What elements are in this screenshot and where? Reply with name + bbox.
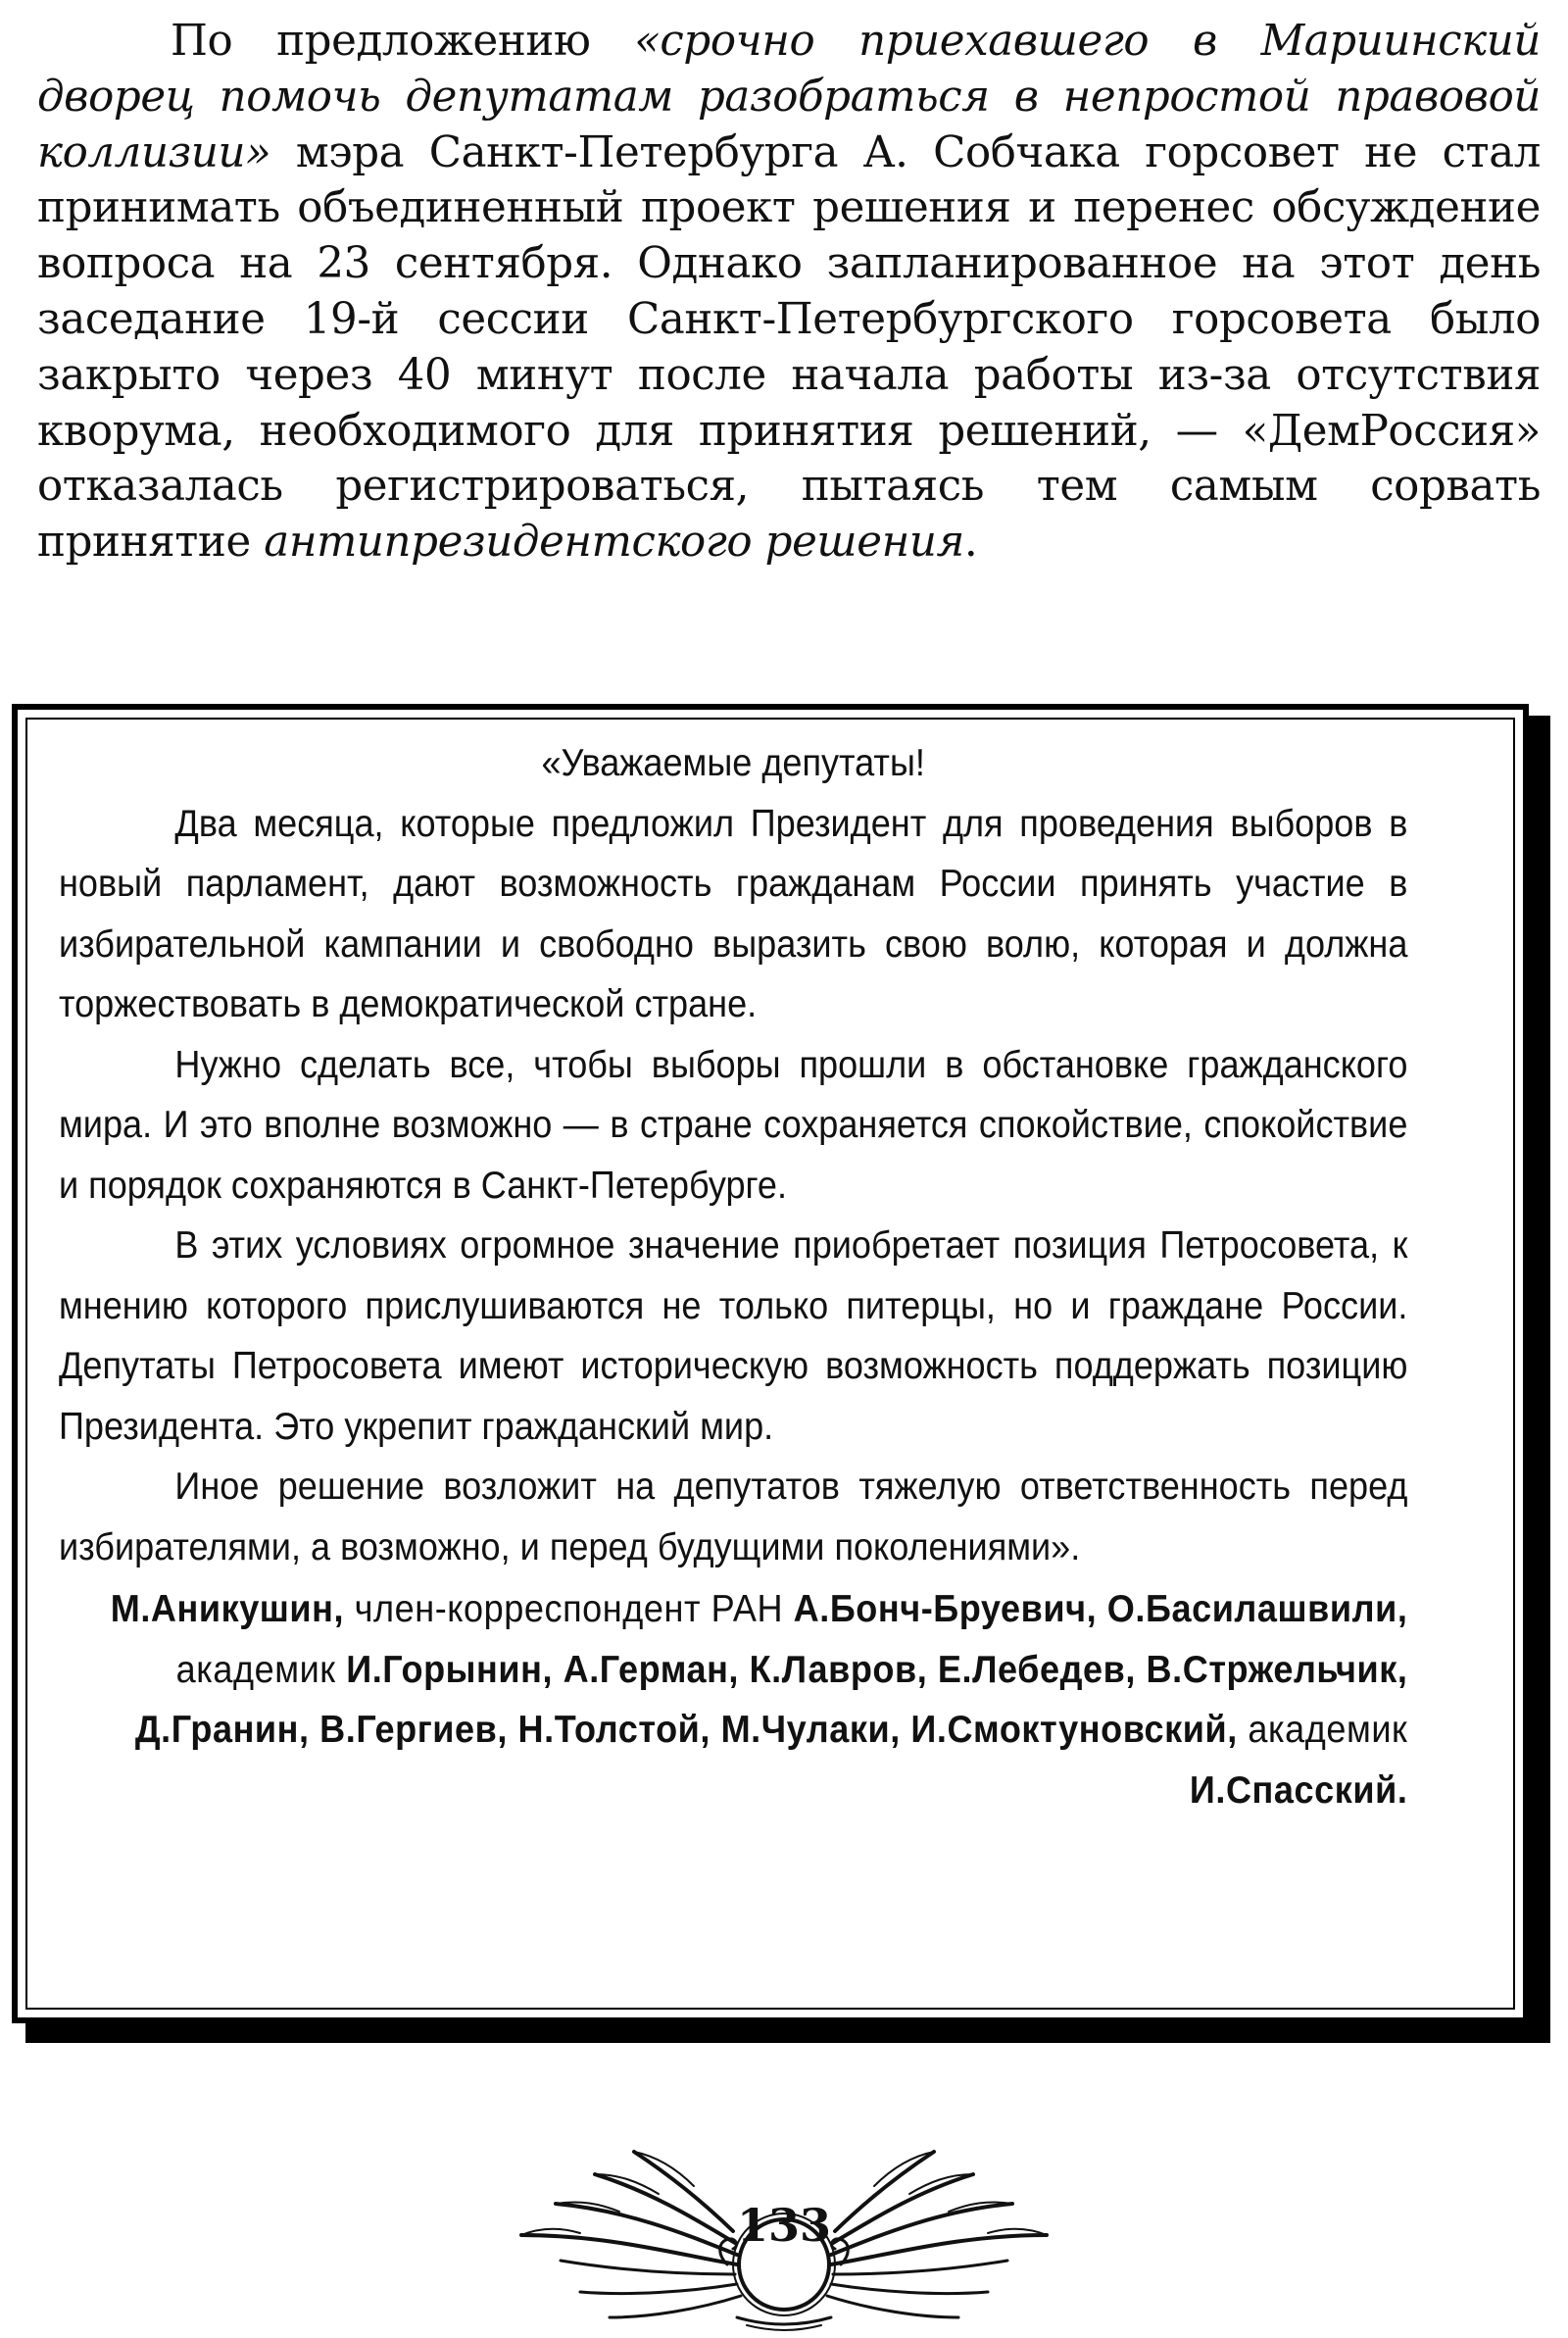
appeal-paragraph-1: Два месяца, которые предложил Президент для проведения выборов в новый парламент, дают возможность гражданам России принять участие в избирательной кампании и свободно выразить свою волю, которая и должна торжествовать в демократической стране. <box>59 802 1408 1025</box>
narrative-end: . <box>963 518 978 568</box>
page-number: 133 <box>736 2199 832 2252</box>
narrative-paragraph <box>37 14 1541 571</box>
signatory-role: академик <box>175 1648 347 1691</box>
appeal-signatories <box>59 1579 1407 1820</box>
narrative-quote: «срочно приехавшего в Мариинский дворец помочь депутатам разобраться в непростой правовой коллизии» <box>37 17 1541 177</box>
appeal-salutation: «Уважаемые депутаты! <box>541 742 925 784</box>
appeal-paragraph-4: Иное решение возложит на депутатов тяжелую ответственность перед избирателями, а возможно, и перед будущими поколениями». <box>59 1466 1408 1568</box>
narrative-lead: По предложению <box>171 17 635 66</box>
narrative-body: мэра Санкт-Петербурга А. Собчака горсовет не стал принимать объединенный проект решения и перенес обсуждение вопроса на 23 сентября. Однако запланированное на этот день заседание 19-й сессии Санкт-Петербургского горсовета было закрыто через 40 минут после начала работы из-за отсутствия кворума, необходимого для принятия решений, — «ДемРоссия» отказалась регистрироваться, пытаясь тем самым сорвать принятие <box>37 127 1541 568</box>
appeal-box <box>12 704 1529 2023</box>
appeal-paragraph-3: В этих условиях огромное значение приобретает позиция Петросовета, к мнению которого прислушиваются не только питерцы, но и граждане России. Депутаты Петросовета имеют историческую возможность поддержать позицию Президента. Это укрепит гражданский мир. <box>59 1224 1408 1448</box>
signatory-names: А.Бонч-Бруевич, О.Басилашвили, <box>793 1588 1408 1630</box>
appeal-paragraph-2: Нужно сделать все, чтобы выборы прошли в обстановке гражданского мира. И это вполне возможно — в стране сохраняется спокойствие, спокойствие и порядок сохраняются в Санкт-Петербурге. <box>59 1043 1408 1207</box>
appeal-text <box>59 733 1407 1820</box>
narrative-text <box>37 14 1541 571</box>
signatory-role: академик <box>1237 1709 1408 1751</box>
signatory-names: И.Горынин, А.Герман, К.Лавров, Е.Лебедев, В.Стржельчик, Д.Гранин, В.Гергиев, Н.Толстой, М.Чулаки, И.Смоктуновский, <box>134 1648 1408 1751</box>
signatory-role: член-корреспондент РАН <box>344 1588 794 1630</box>
page-footer <box>502 2117 1066 2333</box>
narrative-emphasis: антипрезидентского решения <box>264 518 964 568</box>
signatory-names: И.Спасский. <box>1189 1768 1408 1812</box>
signatory-names: М.Аникушин, <box>110 1588 345 1630</box>
